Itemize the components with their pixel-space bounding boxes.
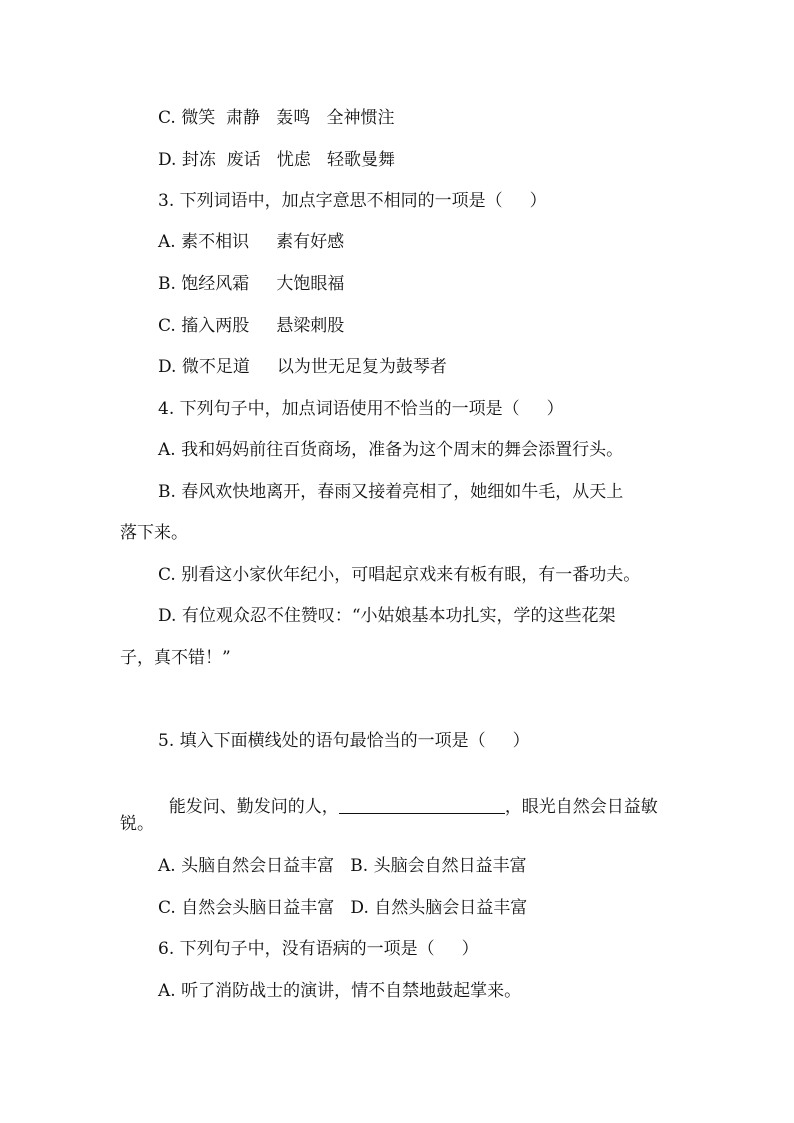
q2-option-c: C. 微笑 肃静 轰鸣 全神惯注 — [158, 108, 395, 128]
q4-option-b-line2: 落下来。 — [120, 523, 188, 543]
q4-option-b-line1: B. 春风欢快地离开，春雨又接着亮相了，她细如牛毛，从天上 — [158, 482, 624, 502]
q5-stem: 5. 填入下面横线处的语句最恰当的一项是（ ） — [158, 731, 530, 751]
q5-answer-blank — [339, 797, 505, 814]
q5-options-ab: A. 头脑自然会日益丰富 B. 头脑会自然日益丰富 — [158, 856, 527, 876]
q4-stem: 4. 下列句子中，加点词语使用不恰当的一项是（ ） — [158, 399, 564, 419]
q5-sentence-before: 能发问、勤发问的人， — [168, 797, 339, 817]
q3-option-c: C. 搐入两股 悬梁刺股 — [158, 316, 345, 336]
q5-options-cd: C. 自然会头脑日益丰富 D. 自然头脑会日益丰富 — [158, 898, 528, 918]
q3-option-d: D. 微不足道 以为世无足复为鼓琴者 — [158, 357, 447, 377]
q4-option-c: C. 别看这小家伙年纪小，可唱起京戏来有板有眼，有一番功夫。 — [158, 565, 641, 585]
q4-option-a: A. 我和妈妈前往百货商场，准备为这个周末的舞会添置行头。 — [158, 440, 624, 460]
q5-sentence-line2: 锐。 — [120, 814, 154, 834]
q5-sentence-after: ，眼光自然会日益敏 — [504, 797, 658, 817]
q3-option-b: B. 饱经风霜 大饱眼福 — [158, 274, 345, 294]
q5-sentence-line1 — [158, 771, 658, 819]
q2-option-d: D. 封冻 废话 忧虑 轻歌曼舞 — [158, 150, 396, 170]
q6-stem: 6. 下列句子中，没有语病的一项是（ ） — [158, 939, 479, 959]
q6-option-a: A. 听了消防战士的演讲，情不自禁地鼓起掌来。 — [158, 981, 522, 1001]
q3-stem: 3. 下列词语中，加点字意思不相同的一项是（ ） — [158, 191, 547, 211]
q4-option-d-line1: D. 有位观众忍不住赞叹：“小姑娘基本功扎实，学的这些花架 — [158, 606, 616, 626]
q4-option-d-line2: 子，真不错！” — [120, 648, 231, 668]
q3-option-a: A. 素不相识 素有好感 — [158, 232, 345, 252]
